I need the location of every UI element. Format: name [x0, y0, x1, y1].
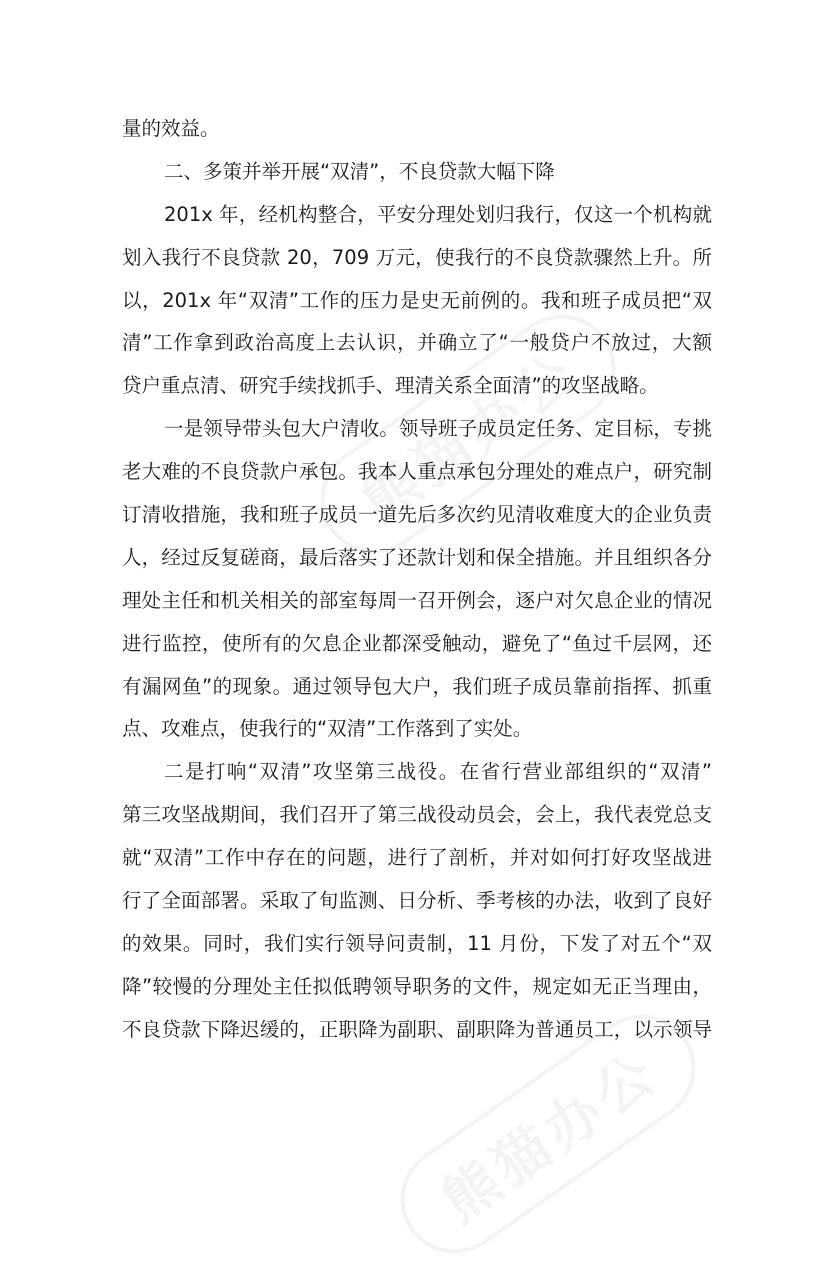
document-body — [122, 108, 712, 1052]
text-line: 理处主任和机关相关的部室每周一召开例会，逐户对欠息企业的情况 — [122, 588, 712, 612]
text-line: 就“双清”工作中存在的问题，进行了剖析，并对如何打好攻坚战进 — [122, 846, 712, 870]
text-line: 进行监控，使所有的欠息企业都深受触动，避免了“鱼过千层网，还 — [122, 631, 712, 655]
text-line: 老大难的不良贷款户承包。我本人重点承包分理处的难点户，研究制 — [122, 460, 712, 484]
text-line: 降”较慢的分理处主任拟低聘领导职务的文件，规定如无正当理由， — [122, 974, 712, 998]
text-line: 一是领导带头包大户清收。领导班子成员定任务、定目标，专挑 — [164, 417, 712, 441]
text-line: 不良贷款下降迟缓的，正职降为副职、副职降为普通员工，以示领导 — [122, 1017, 712, 1041]
text-line: 清”工作拿到政治高度上去认识，并确立了“一般贷户不放过，大额 — [122, 331, 712, 355]
text-line: 二、多策并举开展“双清”，不良贷款大幅下降 — [164, 159, 555, 183]
text-line: 划入我行不良贷款 20，709 万元，使我行的不良贷款骤然上升。所 — [122, 245, 712, 269]
text-line: 人，经过反复磋商，最后落实了还款计划和保全措施。并且组织各分 — [122, 545, 712, 569]
text-line: 有漏网鱼”的现象。通过领导包大户，我们班子成员靠前指挥、抓重 — [122, 674, 712, 698]
text-line: 以，201x 年“双清”工作的压力是史无前例的。我和班子成员把“双 — [122, 288, 712, 312]
text-line: 的效果。同时，我们实行领导问责制，11 月份，下发了对五个“双 — [122, 931, 712, 955]
text-line: 贷户重点清、研究手续找抓手、理清关系全面清”的攻坚战略。 — [122, 374, 659, 398]
text-line: 量的效益。 — [122, 117, 220, 140]
text-line: 201x 年，经机构整合，平安分理处划归我行，仅这一个机构就 — [164, 202, 712, 226]
text-line: 点、攻难点，使我行的“双清”工作落到了实处。 — [122, 717, 533, 741]
text-line: 行了全面部署。采取了旬监测、日分析、季考核的办法，收到了良好 — [122, 889, 712, 913]
text-line: 第三攻坚战期间，我们召开了第三战役动员会，会上，我代表党总支 — [122, 803, 712, 827]
text-line: 订清收措施，我和班子成员一道先后多次约见清收难度大的企业负责 — [122, 503, 712, 527]
text-line: 二是打响“双清”攻坚第三战役。在省行营业部组织的“双清” — [164, 760, 712, 784]
